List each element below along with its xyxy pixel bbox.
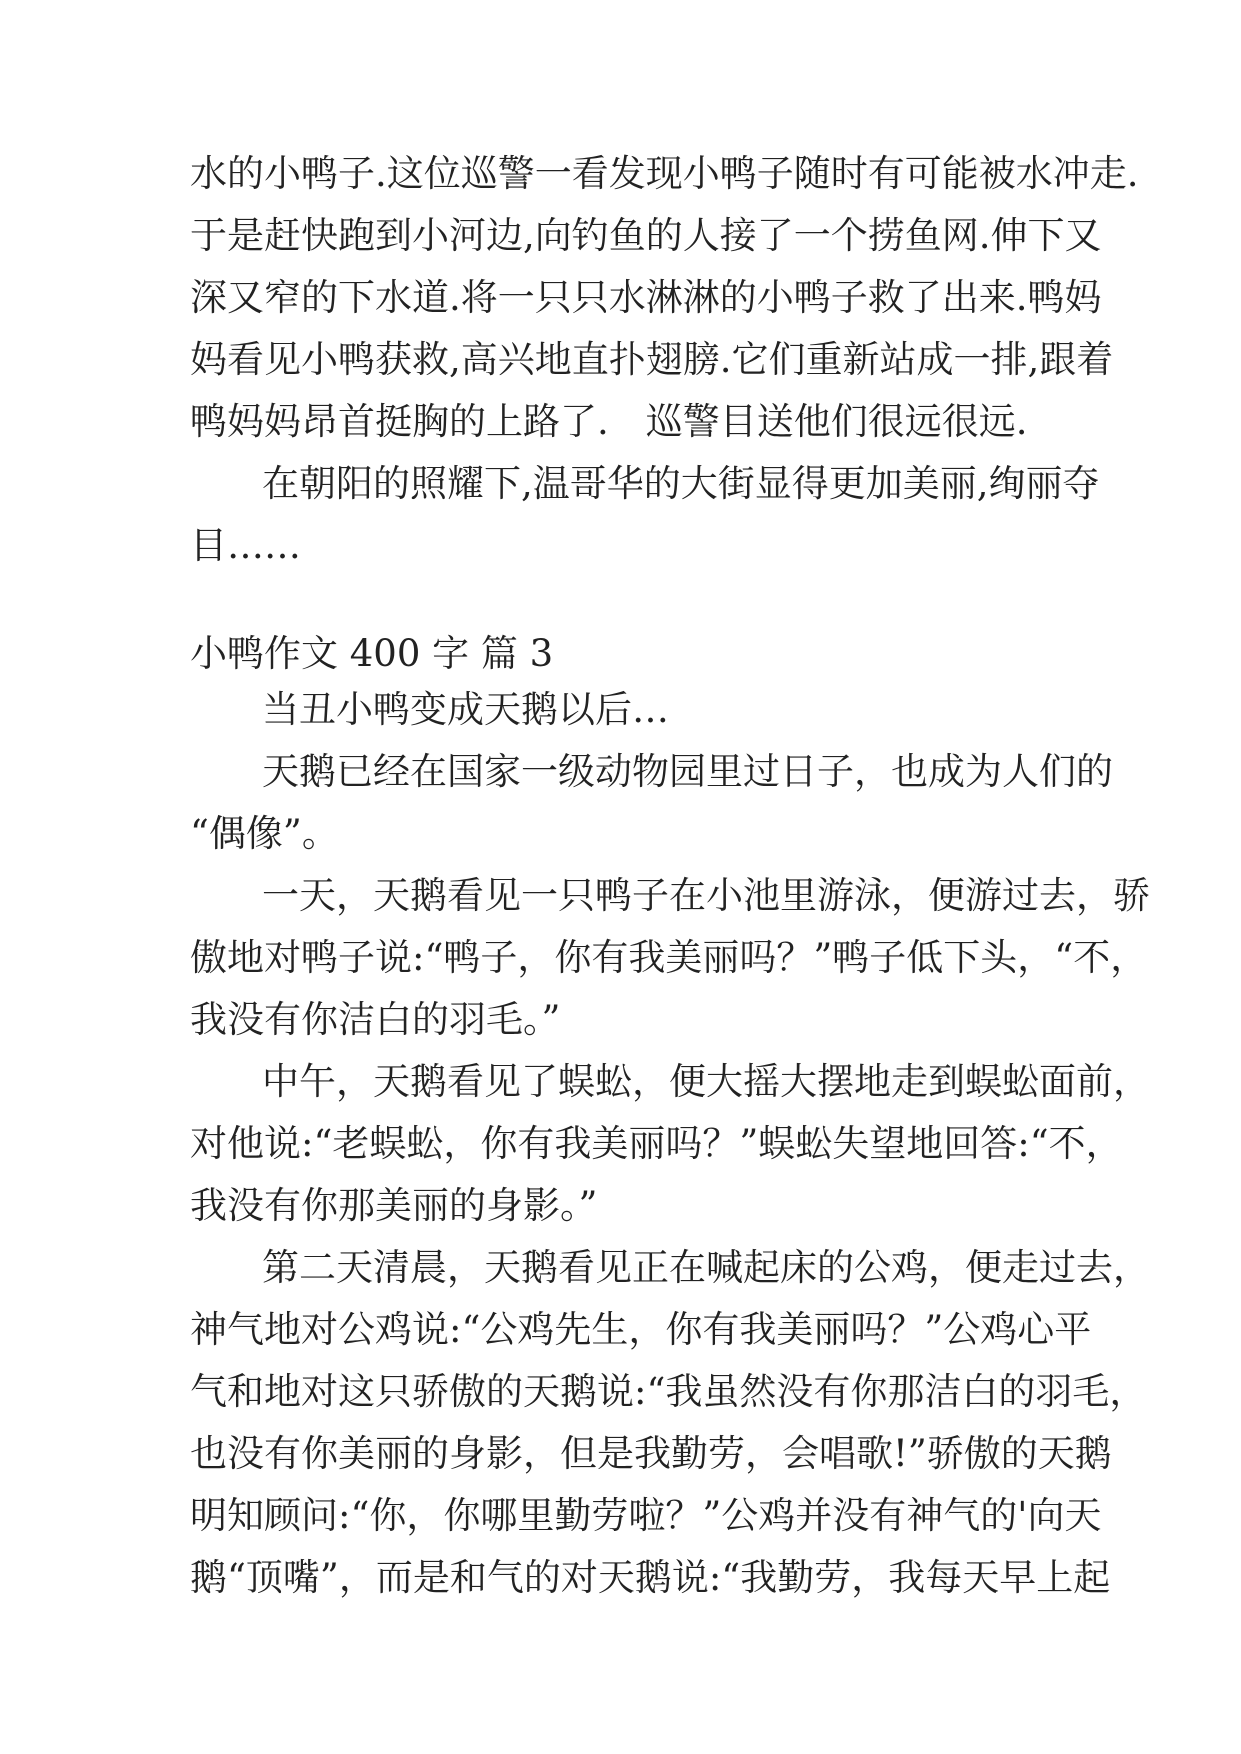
paragraph-line: 对他说:“老蜈蚣，你有我美丽吗？”蜈蚣失望地回答:“不，	[190, 1122, 1123, 1165]
paragraph-line: 中午，天鹅看见了蜈蚣，便大摇大摆地走到蜈蚣面前，	[262, 1060, 1150, 1103]
paragraph-line: 也没有你美丽的身影，但是我勤劳，会唱歌!”骄傲的天鹅	[190, 1432, 1112, 1475]
paragraph-line: 我没有你那美丽的身影。”	[190, 1184, 598, 1227]
paragraph-line: 当丑小鸭变成天鹅以后…	[262, 688, 669, 731]
section-heading: 小鸭作文 400 字 篇 3	[190, 632, 554, 675]
paragraph-line: 在朝阳的照耀下,温哥华的大街显得更加美丽,绚丽夺	[262, 462, 1100, 505]
paragraph-line: “偶像”。	[190, 812, 339, 855]
paragraph-line: 鹅“顶嘴”，而是和气的对天鹅说:“我勤劳，我每天早上起	[190, 1556, 1111, 1599]
paragraph-line: 于是赶快跑到小河边,向钓鱼的人接了一个捞鱼网.伸下又	[190, 214, 1102, 257]
paragraph-line: 神气地对公鸡说:“公鸡先生，你有我美丽吗？”公鸡心平	[190, 1308, 1092, 1351]
paragraph-line: 妈看见小鸭获救,高兴地直扑翅膀.它们重新站成一排,跟着	[190, 338, 1114, 381]
paragraph-line: 鸭妈妈昂首挺胸的上路了. 巡警目送他们很远很远.	[190, 400, 1028, 443]
paragraph-line: 我没有你洁白的羽毛。”	[190, 998, 561, 1041]
paragraph-line: 目……	[190, 524, 301, 567]
paragraph-line: 水的小鸭子.这位巡警一看发现小鸭子随时有可能被水冲走.	[190, 152, 1139, 195]
paragraph-line: 深又窄的下水道.将一只只水淋淋的小鸭子救了出来.鸭妈	[190, 276, 1102, 319]
paragraph-line: 明知顾问:“你，你哪里勤劳啦？”公鸡并没有神气的'向天	[190, 1494, 1102, 1537]
paragraph-line: 天鹅已经在国家一级动物园里过日子，也成为人们的	[262, 750, 1113, 793]
paragraph-line: 气和地对这只骄傲的天鹅说:“我虽然没有你那洁白的羽毛，	[190, 1370, 1147, 1413]
paragraph-line: 第二天清晨，天鹅看见正在喊起床的公鸡，便走过去，	[262, 1246, 1150, 1289]
paragraph-line: 傲地对鸭子说:“鸭子，你有我美丽吗？”鸭子低下头，“不，	[190, 936, 1148, 979]
paragraph-line: 一天，天鹅看见一只鸭子在小池里游泳，便游过去，骄	[262, 874, 1150, 917]
